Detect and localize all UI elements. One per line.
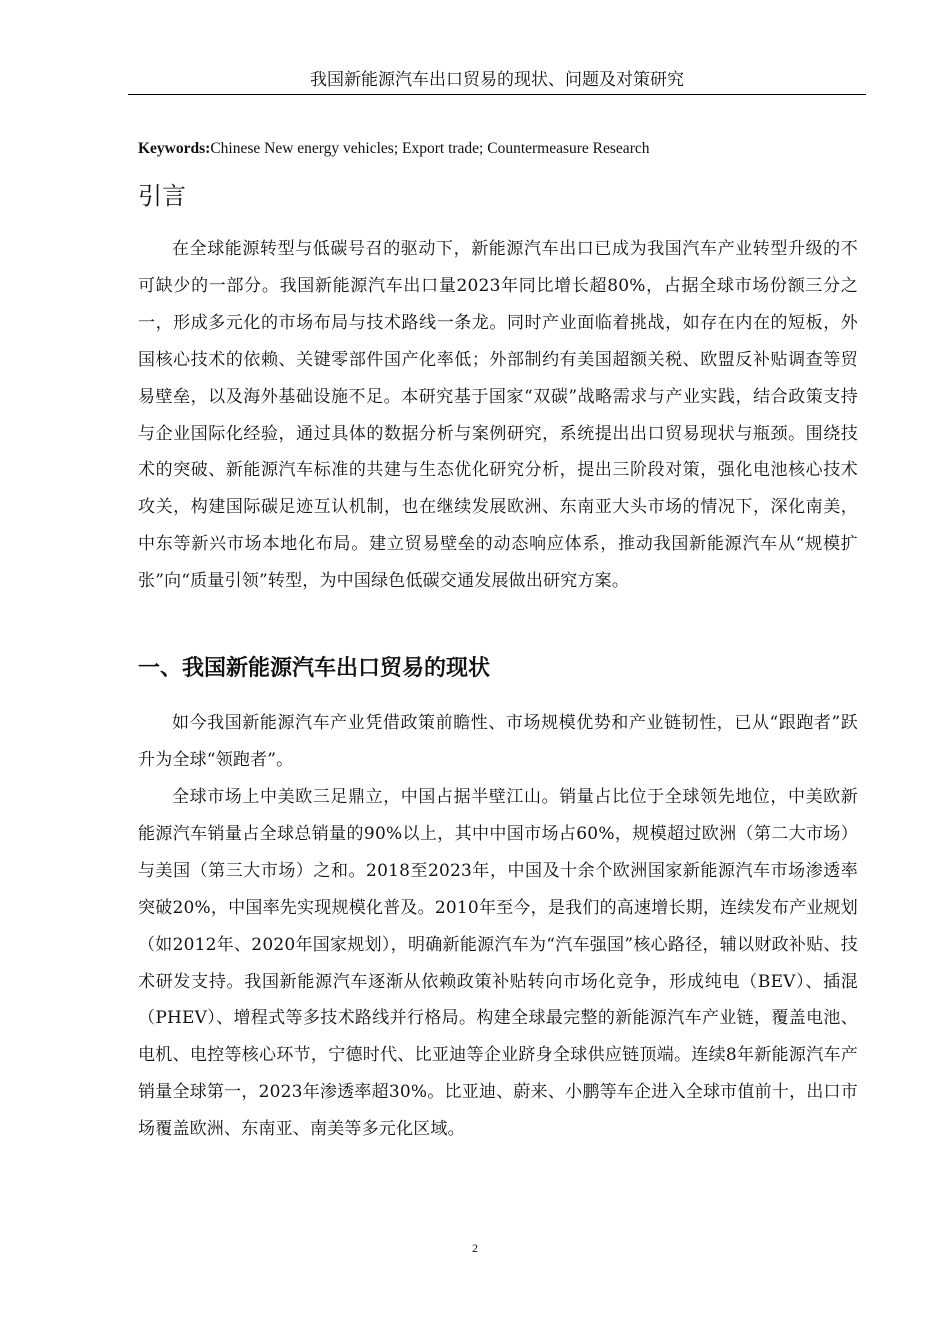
keywords-label: Keywords: [138, 140, 211, 157]
section-1-paragraph-1: 如今我国新能源汽车产业凭借政策前瞻性、市场规模优势和产业链韧性，已从“跟跑者”跃升为全球“领跑者”。 [138, 713, 858, 770]
running-header-title: 我国新能源汽车出口贸易的现状、问题及对策研究 [310, 70, 684, 90]
page-number: 2 [472, 1241, 478, 1255]
section-1-paragraph-2: 全球市场上中美欧三足鼎立，中国占据半壁江山。销量占比位于全球领先地位，中美欧新能源汽车销量占全球总销量的90%以上，其中中国市场占60%，规模超过欧洲（第二大市场）与美国（第三大市场）之和。2018至2023年，中国及十余个欧洲国家新能源汽车市场渗透率突破20%，中国率先实现规模化普及。2010年至今，是我们的高速增长期，连续发布产业规划（如2012年、2020年国家规划），明确新能源汽车为“汽车强国”核心路径，辅以财政补贴、技术研发支持。我国新能源汽车逐渐从依赖政策补贴转向市场化竞争，形成纯电（BEV）、插混（PHEV）、增程式等多技术路线并行格局。构建全球最完整的新能源汽车产业链，覆盖电池、电机、电控等核心环节，宁德时代、比亚迪等企业跻身全球供应链顶端。连续8年新能源汽车产销量全球第一，2023年渗透率超30%。比亚迪、蔚来、小鹏等车企进入全球市值前十，出口市场覆盖欧洲、东南亚、南美等多元化区域。 [138, 787, 858, 1140]
keywords-text: Chinese New energy vehicles; Export trade; Countermeasure Research [210, 140, 650, 157]
section-1-heading: 一、我国新能源汽车出口贸易的现状 [138, 656, 491, 681]
running-header [128, 68, 866, 95]
intro-paragraph: 在全球能源转型与低碳号召的驱动下，新能源汽车出口已成为我国汽车产业转型升级的不可缺少的一部分。我国新能源汽车出口量2023年同比增长超80%，占据全球市场份额三分之一，形成多元化的市场布局与技术路线一条龙。同时产业面临着挑战，如存在内在的短板，外国核心技术的依赖、关键零部件国产化率低；外部制约有美国超额关税、欧盟反补贴调查等贸易壁垒，以及海外基础设施不足。本研究基于国家“双碳”战略需求与产业实践，结合政策支持与企业国际化经验，通过具体的数据分析与案例研究，系统提出出口贸易现状与瓶颈。围绕技术的突破、新能源汽车标准的共建与生态优化研究分析，提出三阶段对策，强化电池核心技术攻关，构建国际碳足迹互认机制，也在继续发展欧洲、东南亚大头市场的情况下，深化南美，中东等新兴市场本地化布局。建立贸易壁垒的动态响应体系，推动我国新能源汽车从“规模扩张”向“质量引领”转型，为中国绿色低碳交通发展做出研究方案。 [138, 239, 858, 592]
keywords-line [138, 138, 858, 160]
intro-heading: 引言 [138, 182, 186, 210]
